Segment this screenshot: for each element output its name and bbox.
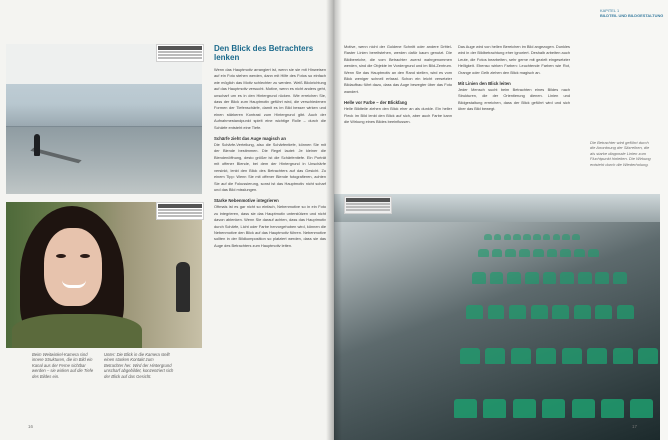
- stadium-seat: [494, 234, 502, 240]
- stadium-seat: [483, 399, 506, 418]
- stadium-seat: [578, 272, 592, 283]
- stadium-seat: [572, 399, 595, 418]
- paragraph: Oftmals ist es gar nicht so einfach, Nebenmotive so in ein Foto zu integrieren, dass sie das Hauptmotiv unterstützen und nicht davon ablenken. Wenn Sie darauf achten, dass das Hauptmotiv durch Schärfe, Licht oder Farbe hervorgehoben wird, können die Nebenmotive den Blick auf das Hauptmotiv führen. Nebenmotive sollten in der Bildkomposition so platziert werden, dass sie das Auge des Betrachters zum Hauptmotiv leiten.: [214, 204, 326, 248]
- chapter-kicker: KAPITEL 1: [600, 8, 620, 13]
- stadium-seat: [513, 234, 521, 240]
- stadium-seat: [533, 249, 544, 258]
- left-text-column: [214, 44, 326, 249]
- stadium-seat: [562, 348, 582, 364]
- exif-data-box: [156, 202, 204, 220]
- right-text-column-2: [458, 44, 570, 113]
- portrait-photo: [6, 202, 202, 348]
- stadium-seat: [472, 272, 486, 283]
- stadium-seat: [638, 348, 658, 364]
- stadium-seat: [454, 399, 477, 418]
- stadium-seat: [572, 234, 580, 240]
- stadium-seat: [630, 399, 653, 418]
- stadium-seat: [574, 249, 585, 258]
- paragraph: Das Auge wird von hellen Bereichen im Bild angezogen. Dunkles wird in der Bildbetrachtung eher ignoriert. Deshalb arbeiten auch Leute, die Fotos bearbeiten, sehr gerne mit gezielt eingesetzter Helligkeit. Ebenso wirken Farben: Leuchtende Farben wie Rot, Orange oder Gelb ziehen den Blick magisch an.: [458, 44, 570, 75]
- stadium-seats-photo: [334, 194, 660, 440]
- stadium-seat: [513, 399, 536, 418]
- stadium-seat: [504, 234, 512, 240]
- stadium-seat: [488, 305, 505, 319]
- stadium-seat: [466, 305, 483, 319]
- right-text-column-1: [344, 44, 452, 125]
- paragraph: Wenn das Hauptmotiv arrangiert ist, wenn sie sie mit Hinweisen auf ein Foto stehen werden, dann mit Hilfe des Fotos so einfach wie möglich das Motiv schlechter zu werden. Weiß Blickrichtung auf das Hauptmotiv versucht. Motive, wenn es nicht anders geht, unscharf um es in den Hintergrund rücken. Wie erreichen Sie, dass der Blick zum Hauptmotiv geführt wird, die verschiedenen Formen der Tiefenschärfe, damit es im Bild besser wirken und einen stärkeren Kontrast zum Hintergrund gibt. Auch der Aufnahmestandpunkt spielt eine wichtige Rolle – durch die Schärfe entsteht eine Tiefe.: [214, 67, 326, 130]
- section-heading: Den Blick des Betrachters lenken: [214, 44, 314, 62]
- sidebar-caption: Die Betrachter wird geführt durch die Anordnung der Sitzreihen, die als starke diagonale Linien zum Fluchtpunkt hinleiten. Die Wirkung entsteht durch die Wiederholung.: [590, 140, 651, 167]
- stadium-seat: [601, 399, 624, 418]
- stadium-seat: [562, 234, 570, 240]
- stadium-seat: [492, 249, 503, 258]
- stadium-seat: [588, 249, 599, 258]
- stadium-seat: [478, 249, 489, 258]
- stadium-seat: [509, 305, 526, 319]
- subheading: Schärfe zieht das Auge magisch an: [214, 136, 286, 142]
- chapter-title: BILDTEIL UND BILDGESTALTUNG: [600, 13, 664, 18]
- book-gutter: [326, 0, 342, 440]
- stadium-seat: [523, 234, 531, 240]
- stadium-seat: [560, 249, 571, 258]
- page-number: 16: [28, 424, 34, 429]
- paragraph: Jeder Mensch sucht beim Betrachten eines Bildes nach Strukturen, die der Orientierung dienen. Linien und Bildgestaltung erreichen, dass der Blick geführt wird und sich über das Bild bewegt.: [458, 87, 570, 112]
- stadium-seat: [613, 348, 633, 364]
- paragraph: Helle Bildteile ziehen den Blick eher an als dunkle. Ein heller Fleck im Bild lenkt den Blick auf sich, aber auch Farbe kann die Wirkung eines Bildes beeinflussen.: [344, 106, 452, 125]
- stadium-seat: [613, 272, 627, 283]
- stadium-seat: [552, 305, 569, 319]
- subheading: Helle vor Farbe – der Blickfang: [344, 100, 408, 106]
- exif-data-box: [156, 44, 204, 62]
- stadium-seat: [587, 348, 607, 364]
- stadium-seat: [536, 348, 556, 364]
- caption-portrait: Unter: Die Blick in die Kamera stellt einen starken Kontakt zum Betrachter her. Wird der Hintergrund unscharf abgebildet, konzentriert sich der Blick auf das Gesicht.: [104, 352, 174, 379]
- subheading: Starke Nebenmotive integrieren: [214, 198, 279, 204]
- subheading: Mit Linien den Blick leiten: [458, 81, 511, 87]
- stadium-seat: [560, 272, 574, 283]
- stadium-seat: [595, 305, 612, 319]
- exif-data-box: [344, 196, 392, 214]
- stadium-seat: [533, 234, 541, 240]
- stadium-seat: [543, 234, 551, 240]
- stadium-seat: [511, 348, 531, 364]
- stadium-seat: [507, 272, 521, 283]
- paragraph: Motive, wenn nicht der Goldene Schnitt oder andere Drittel-Raster Linien bereitstehen, werden dafür kaum genutzt. Die Bildbereiche, die vom Betrachter zuerst wahrgenommen werden, sind die Objekte im Vordergrund und im Bild-Zentrum. Wenn Sie das Hauptmotiv an den Rand stellen, wird es vom Blick weniger schnell erfasst. Schon ein leicht versetzter Bildaufbau führt dazu, dass das Auge bewegter über das Foto wandert.: [344, 44, 452, 94]
- stadium-seat: [525, 272, 539, 283]
- stadium-seat: [531, 305, 548, 319]
- photographer-figure: [34, 134, 40, 156]
- stadium-seat: [547, 249, 558, 258]
- paragraph: Die Schärfe-Verteilung, also die Schärfentiefe, können Sie mit der Blende bestimmen. Die Regel lautet: Je kleiner die Blendenöffnung, desto größer ist die Schärfentiefe. Ein Porträt mit offener Blende, bei dem der Hintergrund in Unschärfe versinkt, lenkt den Blick des Betrachters auf das Gesicht. Zu einem Tipp: Wenn Sie mit offener Blende fotografieren, achten Sie auf die Fokussierung, sonst ist das Hauptmotiv nicht scharf und das Bild misslungen.: [214, 142, 326, 192]
- stadium-seat: [505, 249, 516, 258]
- stadium-seat: [595, 272, 609, 283]
- stadium-seat: [617, 305, 634, 319]
- stadium-seat: [519, 249, 530, 258]
- chapter-header: [600, 8, 663, 18]
- stadium-seat: [543, 272, 557, 283]
- stadium-seat: [460, 348, 480, 364]
- stadium-seat: [490, 272, 504, 283]
- caption-beach: Beim Weitwinkel-Kamera sind innere Strukturen, die im Bild ein Kanal aus der Ferne sichtbar werden – sie wirken auf die Tiefe des Bildes ein.: [32, 352, 94, 379]
- beach-photo: [6, 44, 202, 194]
- stadium-seat: [484, 234, 492, 240]
- stadium-seat: [485, 348, 505, 364]
- stadium-seat: [542, 399, 565, 418]
- stadium-seat: [553, 234, 561, 240]
- stadium-seat: [574, 305, 591, 319]
- page-number: 17: [632, 424, 638, 429]
